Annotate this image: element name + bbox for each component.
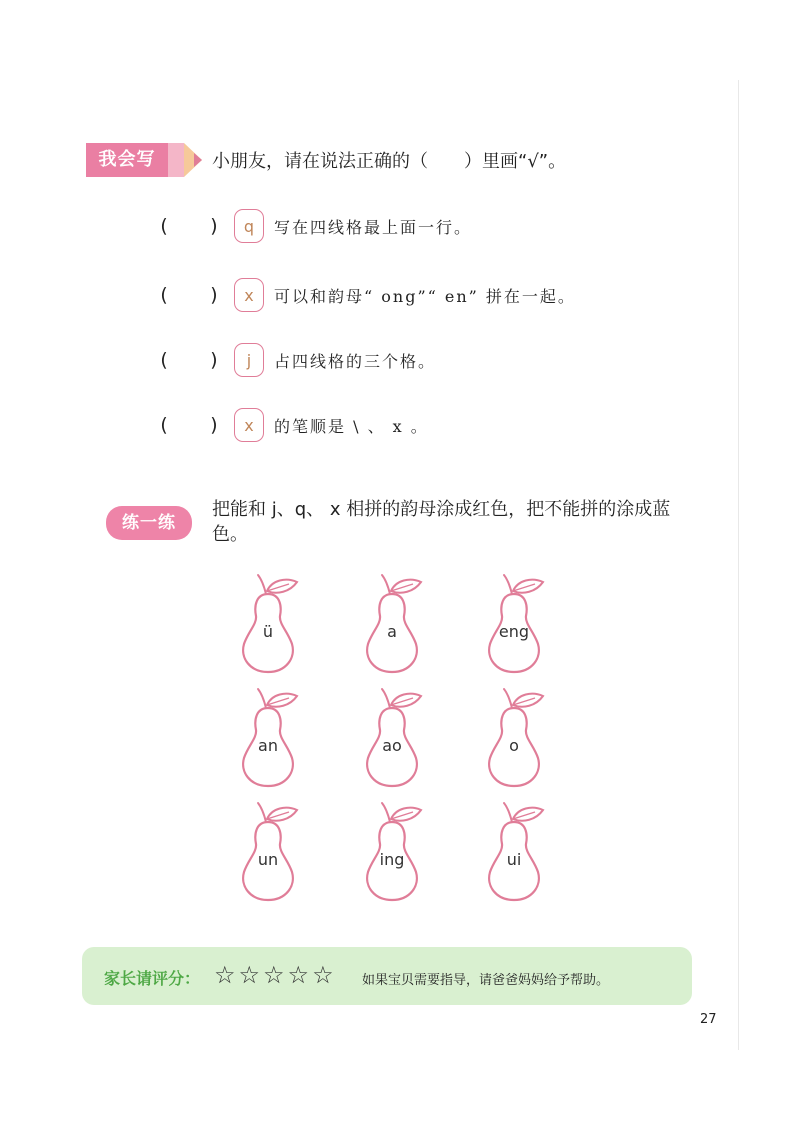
rating-stars <box>214 963 334 987</box>
answer-parentheses[interactable]: ( ) <box>158 284 220 306</box>
star-icon[interactable]: ☆ <box>238 961 261 989</box>
pear-label: un <box>257 850 279 869</box>
pear-shape[interactable] <box>486 800 550 904</box>
rating-label: 家长请评分： <box>104 969 201 988</box>
badge-label: 我会写 <box>86 143 168 177</box>
statement-text: 写在四线格最上面一行。 <box>274 217 473 237</box>
page-edge <box>738 80 739 1050</box>
question-row <box>158 277 576 313</box>
star-icon[interactable]: ☆ <box>287 961 310 989</box>
answer-parentheses[interactable]: ( ) <box>158 414 220 436</box>
pear-shape[interactable] <box>364 686 428 790</box>
pear-label: an <box>258 736 278 755</box>
pear-shape[interactable] <box>364 572 428 676</box>
question-row <box>158 342 436 378</box>
section-badge-practice: 练一练 <box>106 506 192 540</box>
answer-parentheses[interactable]: ( ) <box>158 215 220 237</box>
instruction-write: 小朋友，请在说法正确的（ ）里画“√”。 <box>212 151 567 172</box>
pear-label: o <box>509 736 519 755</box>
pear-label: a <box>387 622 397 641</box>
page-number: 27 <box>700 1012 717 1027</box>
pear-shape[interactable] <box>240 800 304 904</box>
star-icon[interactable]: ☆ <box>263 961 285 989</box>
pear-label: ing <box>379 850 405 869</box>
question-row <box>158 407 429 443</box>
letter-box: q <box>234 209 264 243</box>
pear-label: ui <box>506 850 522 869</box>
pear-shape[interactable] <box>240 572 304 676</box>
pear-label: ü <box>262 622 274 641</box>
statement-text: 占四线格的三个格。 <box>274 351 437 371</box>
answer-parentheses[interactable]: ( ) <box>158 349 220 371</box>
pear-shape[interactable] <box>486 686 550 790</box>
pencil-icon <box>168 143 202 177</box>
parent-rating-bar <box>82 947 692 1005</box>
rating-note: 如果宝贝需要指导，请爸爸妈妈给予帮助。 <box>362 973 610 988</box>
pear-shape[interactable] <box>486 572 550 676</box>
letter-box: x <box>234 408 264 442</box>
star-icon[interactable]: ☆ <box>312 961 334 989</box>
statement-text: 可以和韵母“ ong”“ en” 拼在一起。 <box>274 286 576 306</box>
pear-shape[interactable] <box>364 800 428 904</box>
statement-text: 的笔顺是 \ 、 x 。 <box>274 416 429 436</box>
pear-label: eng <box>498 622 530 641</box>
pear-label: ao <box>382 736 402 755</box>
instruction-practice: 把能和 j、q、 x 相拼的韵母涂成红色，把不能拼的涂成蓝色。 <box>212 499 671 545</box>
pear-shape[interactable] <box>240 686 304 790</box>
question-row <box>158 208 472 244</box>
star-icon[interactable]: ☆ <box>214 961 236 989</box>
letter-box: j <box>234 343 264 377</box>
letter-box: x <box>234 278 264 312</box>
